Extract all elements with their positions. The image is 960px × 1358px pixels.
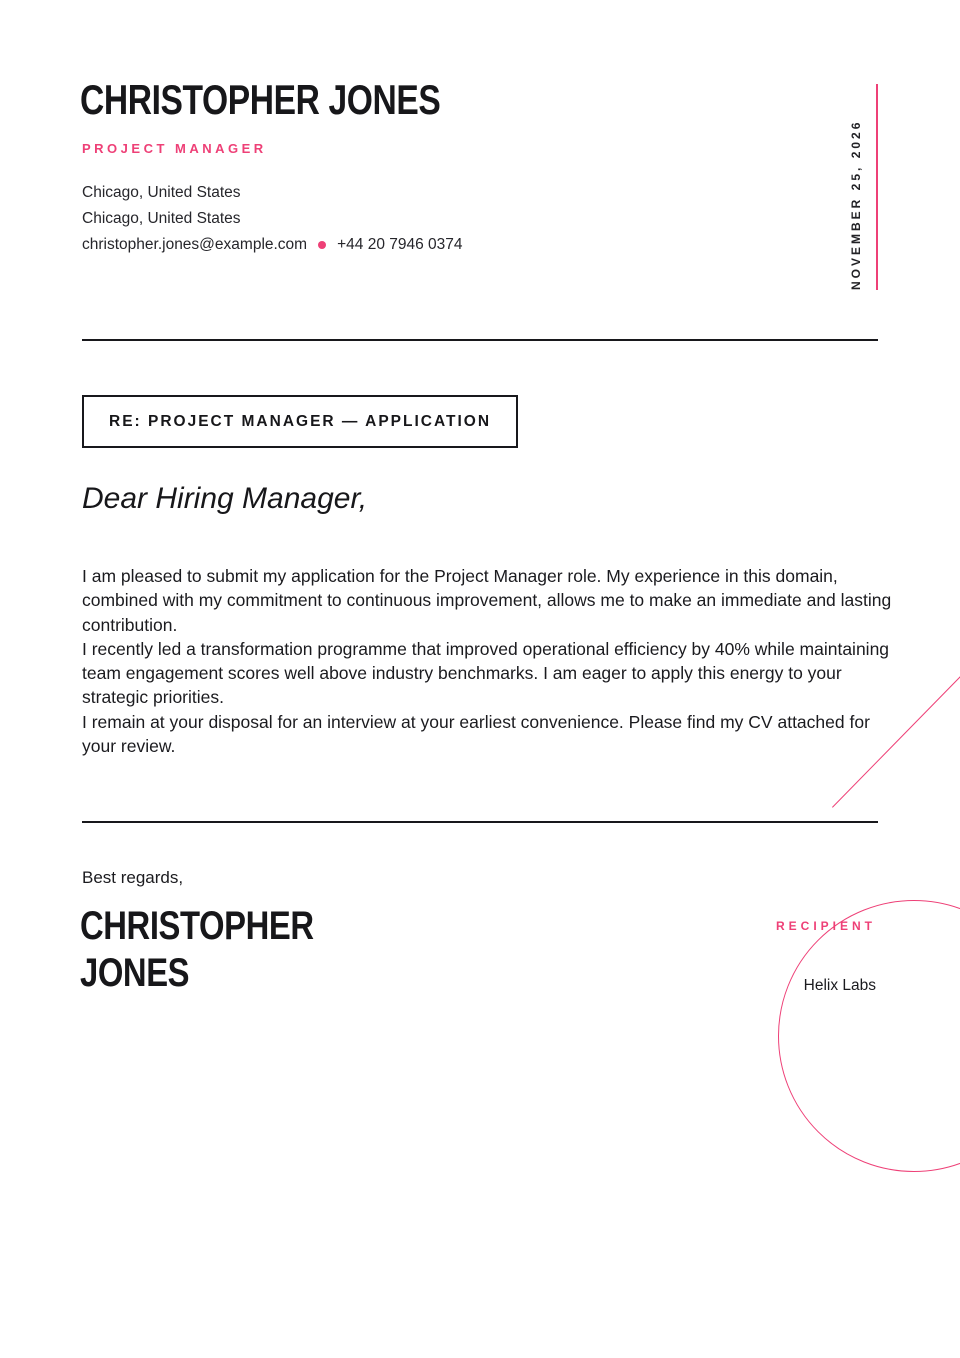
contact-phone: +44 20 7946 0374: [337, 236, 463, 253]
contact-location-2: Chicago, United States: [82, 210, 241, 227]
subject-line-box: [82, 395, 518, 448]
recipient-name: Helix Labs: [803, 977, 876, 994]
contact-email: christopher.jones@example.com: [82, 236, 308, 253]
page-title: CHRISTOPHER JONES: [80, 76, 441, 123]
salutation: Dear Hiring Manager,: [82, 482, 368, 515]
recipient-block: [776, 919, 876, 995]
dot-separator-icon: [318, 241, 326, 249]
contact-block: [82, 180, 463, 258]
letter-date: NOVEMBER 25, 2026: [849, 119, 863, 290]
subject-line: RE: PROJECT MANAGER — APPLICATION: [109, 413, 492, 430]
letter-body: [82, 564, 894, 758]
signature-name: CHRISTOPHER JONES: [80, 904, 314, 995]
contact-email-phone-row: [82, 232, 463, 258]
date-accent-rule: [876, 84, 879, 290]
contact-location-1: Chicago, United States: [82, 184, 241, 201]
body-paragraph: I remain at your disposal for an interview at your earliest convenience. Please find my CV attached for your review.: [82, 711, 870, 757]
recipient-label: RECIPIENT: [775, 919, 876, 933]
closing-regards: Best regards,: [82, 868, 184, 887]
body-paragraph: I am pleased to submit my application for the Project Manager role. My experience in this domain, combined with my commitment to continuous improvement, allows me to make an immediate and lasting contribution.: [82, 566, 892, 635]
header-divider: [82, 339, 878, 341]
body-divider: [82, 821, 878, 823]
job-title-label: PROJECT MANAGER: [82, 141, 267, 156]
body-paragraph: I recently led a transformation programme that improved operational efficiency by 40% while maintaining team engagement scores well above industry benchmarks. I am eager to apply this energy to your strategic priorities.: [82, 638, 890, 708]
